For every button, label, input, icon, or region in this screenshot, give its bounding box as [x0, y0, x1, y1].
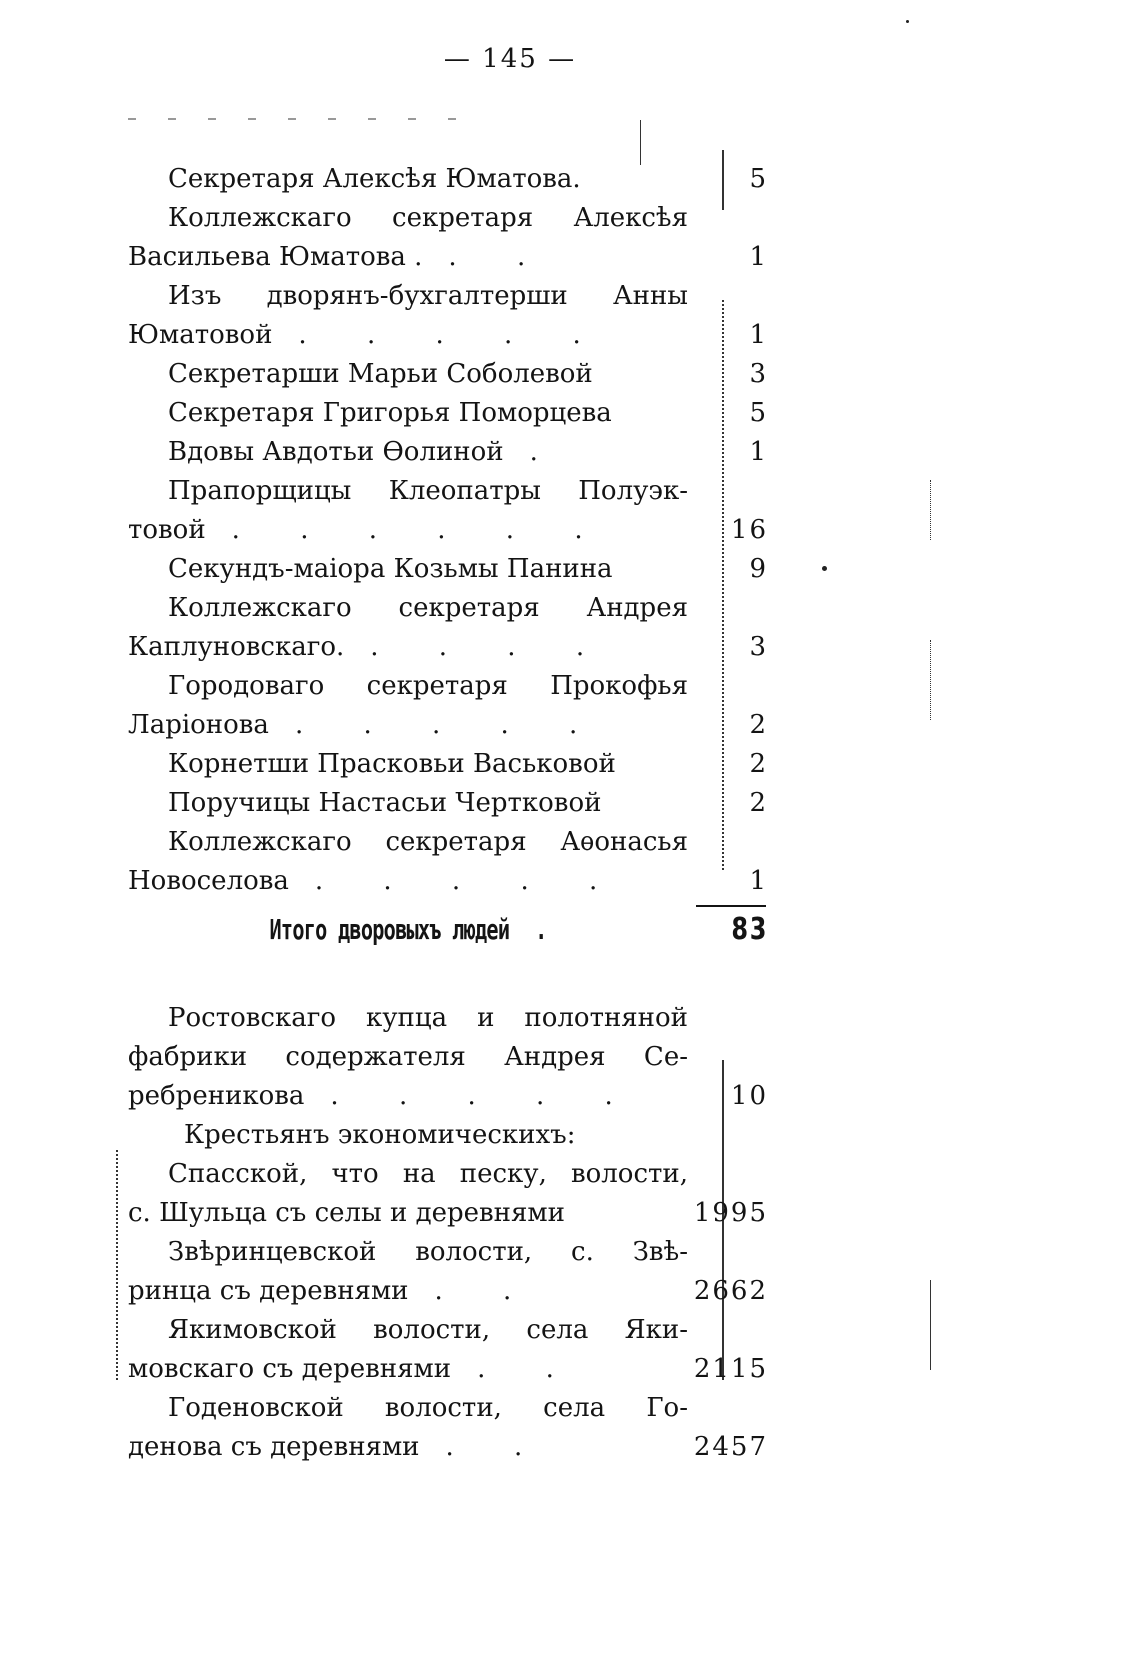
- entry-value: 10: [730, 1081, 768, 1111]
- leader-dots: . .: [434, 1276, 538, 1306]
- list-item: [128, 277, 768, 316]
- list-item: [128, 238, 768, 277]
- edge-rule: [930, 640, 931, 720]
- entry-text: Васильева Юматова . . .: [128, 242, 552, 272]
- entry-list-peasants: [128, 999, 768, 1467]
- entry-value: 9: [749, 554, 768, 584]
- entry-value: 5: [749, 398, 768, 428]
- entry-text: Коллежскаго секретаря Аѳонасья: [168, 827, 688, 857]
- list-item: [128, 823, 768, 862]
- entry-value: 2662: [693, 1276, 768, 1306]
- entry-text: Изъ дворянъ-бухгалтерши Анны: [168, 281, 688, 311]
- list-item: [128, 1077, 768, 1116]
- entry-text: товой . . . . . .: [128, 515, 609, 545]
- leader-dots: . . . .: [370, 632, 611, 662]
- list-item: [128, 550, 768, 589]
- edge-rule: [930, 1280, 931, 1370]
- page-number: — 145 —: [443, 44, 577, 74]
- entry-text: Коллежскаго секретаря Андрея: [168, 593, 688, 623]
- list-item: [128, 745, 768, 784]
- entry-value: 2: [749, 749, 768, 779]
- leader-dots: . . . . .: [294, 710, 604, 740]
- entry-text: ринца съ деревнями . .: [128, 1276, 538, 1306]
- list-item: [128, 433, 768, 472]
- list-item: [128, 784, 768, 823]
- list-item: [128, 1311, 768, 1350]
- entry-text: Каплуновскаго. . . . .: [128, 632, 611, 662]
- entry-text: Спасской, что на песку, волости,: [168, 1159, 688, 1189]
- leader-dots: . .: [448, 242, 552, 272]
- list-item: [128, 160, 768, 199]
- entry-text: Ростовскаго купца и полотняной: [168, 1003, 688, 1033]
- entry-text: Коллежскаго секретаря Алексѣя: [168, 203, 688, 233]
- entry-value: 3: [749, 359, 768, 389]
- entry-text: Секундъ-маіора Козьмы Панина: [168, 554, 613, 584]
- list-item: [128, 1428, 768, 1467]
- list-item: [128, 999, 768, 1038]
- leader-dots: .: [529, 437, 564, 467]
- list-item: [128, 1194, 768, 1233]
- total-value: 83: [731, 912, 768, 947]
- list-item: [128, 1233, 768, 1272]
- entry-text: Прапорщицы Клеопатры Полуэк-: [168, 476, 688, 506]
- list-item: [128, 667, 768, 706]
- text-column: [128, 160, 768, 1467]
- section-gap: [128, 955, 768, 999]
- entry-text: фабрики содержателя Андрея Се-: [128, 1042, 688, 1072]
- list-item: [128, 511, 768, 550]
- margin-rule: [116, 1150, 118, 1380]
- entry-text: Юматовой . . . . .: [128, 320, 607, 350]
- leader-dots: . . . . .: [314, 866, 624, 896]
- leader-dots: . . . . .: [330, 1081, 639, 1111]
- entry-text: ребреникова . . . . .: [128, 1081, 639, 1111]
- entry-text: Секретаря Григорья Поморцева: [168, 398, 612, 428]
- list-item: [128, 316, 768, 355]
- leader-dots: . . . . .: [298, 320, 607, 350]
- edge-rule: [930, 480, 931, 540]
- entry-list-household: [128, 160, 768, 901]
- entry-text: Корнетши Прасковьи Васьковой: [168, 749, 616, 779]
- margin-rule: [640, 120, 641, 165]
- entry-text: Якимовской волости, села Яки-: [168, 1315, 688, 1345]
- entry-value: 5: [749, 164, 768, 194]
- entry-text: Секретаря Алексѣя Юматова.: [168, 164, 581, 194]
- total-row: [128, 905, 768, 955]
- entry-value: 3: [749, 632, 768, 662]
- entry-value: 1: [749, 866, 768, 896]
- entry-text: Ларіонова . . . . .: [128, 710, 604, 740]
- leader-dots: . . . . . .: [231, 515, 609, 545]
- entry-value: 1: [749, 437, 768, 467]
- entry-value: 1: [749, 242, 768, 272]
- list-item: [128, 472, 768, 511]
- entry-value: 2115: [693, 1354, 768, 1384]
- leader-dots: . .: [477, 1354, 580, 1384]
- entry-value: 2457: [693, 1432, 768, 1462]
- entry-text: Звѣринцевской волости, с. Звѣ-: [168, 1237, 688, 1267]
- entry-value: 16: [730, 515, 768, 545]
- ink-speck: [822, 566, 827, 571]
- list-item: [128, 1350, 768, 1389]
- entry-text: Секретарши Марьи Соболевой: [168, 359, 593, 389]
- entry-text: Вдовы Авдотьи Ѳолиной .: [168, 437, 564, 467]
- list-item: [128, 1272, 768, 1311]
- entry-text: Годеновской волости, села Го-: [168, 1393, 688, 1423]
- list-item: [128, 862, 768, 901]
- list-item: [128, 1389, 768, 1428]
- entry-text: Крестьянъ экономическихъ:: [184, 1120, 576, 1150]
- entry-value: 2: [749, 788, 768, 818]
- entry-value: 1: [749, 320, 768, 350]
- list-item: [128, 1116, 768, 1155]
- entry-text: с. Шульца съ селы и деревнями: [128, 1198, 565, 1228]
- list-item: [128, 355, 768, 394]
- entry-text: Городоваго секретаря Прокофья: [168, 671, 688, 701]
- list-item: [128, 1155, 768, 1194]
- entry-text: денова съ деревнями . .: [128, 1432, 549, 1462]
- list-item: [128, 1038, 768, 1077]
- entry-value: 1995: [693, 1198, 768, 1228]
- list-item: [128, 706, 768, 745]
- list-item: [128, 199, 768, 238]
- entry-value: 2: [749, 710, 768, 740]
- list-item: [128, 394, 768, 433]
- list-item: [128, 628, 768, 667]
- entry-text: Новоселова . . . . .: [128, 866, 624, 896]
- total-label: Итого дворовыхъ людей .: [269, 913, 547, 946]
- ink-speck: [906, 20, 909, 23]
- leader-dots: . .: [445, 1432, 549, 1462]
- entry-text: Поручицы Настасьи Чертковой: [168, 788, 602, 818]
- top-dashed-rule: [128, 118, 488, 120]
- list-item: [128, 589, 768, 628]
- entry-text: мовскаго съ деревнями . .: [128, 1354, 580, 1384]
